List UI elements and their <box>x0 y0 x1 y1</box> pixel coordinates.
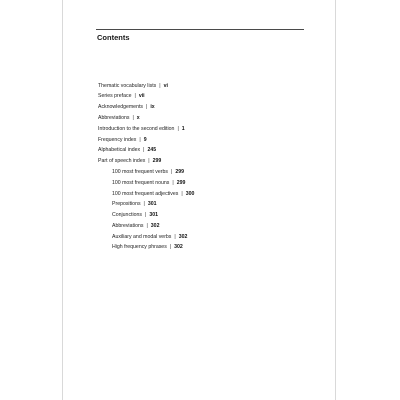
toc-entry-title: Abbreviations <box>112 223 144 229</box>
toc-entry-title: 100 most frequent verbs <box>112 169 168 175</box>
toc-entry-title: Part of speech index <box>98 158 146 164</box>
toc-entry-page: ix <box>150 104 155 110</box>
toc-separator: | <box>170 169 173 175</box>
table-of-contents <box>63 0 335 400</box>
toc-entry[interactable] <box>98 159 161 164</box>
toc-separator: | <box>143 201 145 207</box>
toc-entry-page: 302 <box>150 223 160 229</box>
toc-entry-page: vi <box>163 83 168 89</box>
toc-entry[interactable] <box>98 127 185 132</box>
toc-entry-title: Introduction to the second edition <box>98 126 175 132</box>
toc-subentry[interactable] <box>112 170 184 175</box>
toc-subentry[interactable] <box>112 245 183 250</box>
toc-entry-page: x <box>136 115 140 121</box>
document-page <box>62 0 336 400</box>
toc-entry-title: Thematic vocabulary lists <box>98 83 157 89</box>
toc-separator: | <box>159 83 161 89</box>
toc-entry-title: Acknowledgements <box>98 104 143 110</box>
contents-heading: Contents <box>97 33 130 42</box>
toc-entry-title: 100 most frequent adjectives <box>112 191 179 197</box>
toc-separator: | <box>177 126 179 132</box>
toc-subentry[interactable] <box>112 235 187 240</box>
toc-entry[interactable] <box>98 105 155 110</box>
toc-entry-page: 299 <box>152 158 162 164</box>
toc-entry-page: 245 <box>147 147 157 153</box>
toc-separator: | <box>145 212 147 218</box>
toc-separator: | <box>146 223 148 229</box>
toc-entry-title: Abbreviations <box>98 115 130 121</box>
toc-subentry[interactable] <box>112 224 159 229</box>
toc-separator: | <box>145 104 148 110</box>
toc-entry-page: 302 <box>174 244 183 250</box>
toc-entry[interactable] <box>98 138 147 143</box>
toc-entry-page: 300 <box>185 191 195 197</box>
toc-entry-page: 299 <box>175 169 184 175</box>
toc-separator: | <box>148 158 150 164</box>
toc-separator: | <box>174 234 176 240</box>
toc-entry-title: Alphabetical index <box>98 147 141 153</box>
toc-entry[interactable] <box>98 94 145 99</box>
toc-separator: | <box>143 147 145 153</box>
toc-entry-title: 100 most frequent nouns <box>112 180 170 186</box>
toc-subentry[interactable] <box>112 192 194 197</box>
toc-separator: | <box>132 115 134 121</box>
toc-separator: | <box>181 191 183 197</box>
toc-entry-page: 1 <box>181 126 185 132</box>
toc-subentry[interactable] <box>112 213 158 218</box>
toc-entry-title: High frequency phrases <box>112 244 167 250</box>
toc-entry-page: 9 <box>143 137 147 143</box>
toc-entry-title: Series preface <box>98 93 132 99</box>
toc-separator: | <box>172 180 174 186</box>
toc-entry-page: 299 <box>176 180 186 186</box>
toc-entry-title: Auxiliary and modal verbs <box>112 234 172 240</box>
toc-entry-title: Conjunctions <box>112 212 142 218</box>
toc-separator: | <box>169 244 172 250</box>
toc-entry-page: vii <box>138 93 145 99</box>
toc-entry[interactable] <box>98 148 156 153</box>
toc-entry-page: 301 <box>147 201 157 207</box>
toc-entry-page: 302 <box>178 234 188 240</box>
toc-entry-page: 301 <box>149 212 159 218</box>
toc-separator: | <box>134 93 136 99</box>
toc-entry[interactable] <box>98 116 140 121</box>
toc-subentry[interactable] <box>112 202 157 207</box>
toc-entry-title: Prepositions <box>112 201 141 207</box>
toc-entry[interactable] <box>98 84 168 89</box>
toc-separator: | <box>139 137 141 143</box>
toc-subentry[interactable] <box>112 181 185 186</box>
toc-entry-title: Frequency index <box>98 137 137 143</box>
